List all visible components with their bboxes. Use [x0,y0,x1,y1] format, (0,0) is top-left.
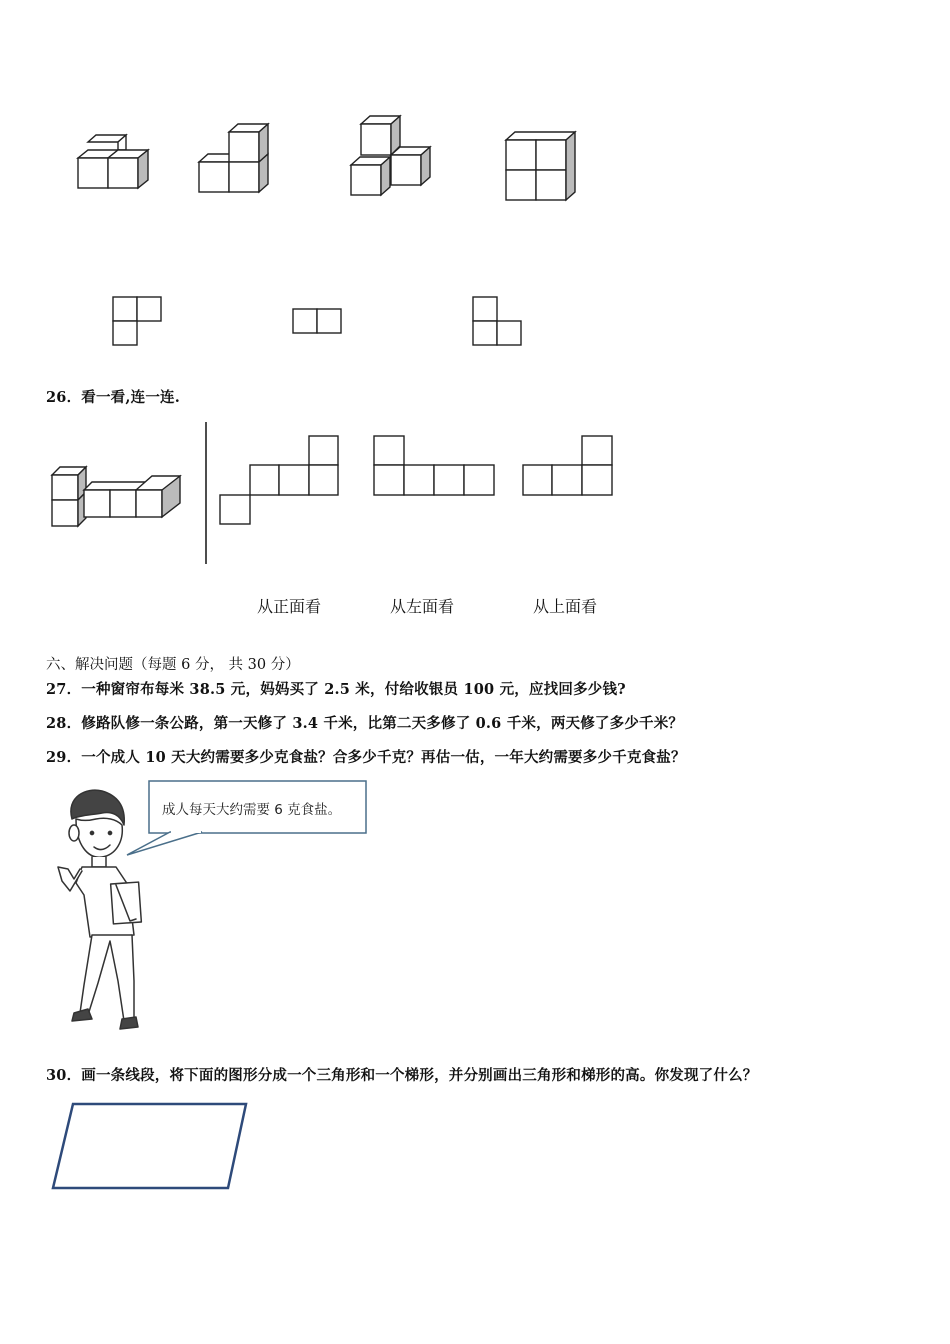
parallelogram [0,1090,950,1210]
cube-solid-b [199,124,268,192]
q28-text: 28．修路队修一条公路，第一天修了 3.4 千米，比第二天多修了 0.6 千米，两天修了多少千米？ [46,715,684,732]
q26-view-3 [523,436,612,495]
q26-figures [0,420,950,620]
cube-solid-d [506,132,575,200]
caption-front: 从正面看 [257,597,322,616]
view-c [473,297,521,345]
speech-text: 成人每天大约需要 6 克食盐。 [162,802,342,818]
caption-left: 从左面看 [390,597,455,616]
q26-title: 26．看一看,连一连. [46,389,180,406]
cube-solid-a [78,135,148,188]
q27-text: 27．一种窗帘布每米 38.5 元，妈妈买了 2.5 米，付给收银员 100 元，应找回多少钱? [46,681,626,698]
q30-text: 30．画一条线段，将下面的图形分成一个三角形和一个梯形，并分别画出三角形和梯形的高。你发现了什么？ [46,1067,758,1084]
view-a [113,297,161,345]
caption-top: 从上面看 [533,597,598,616]
q26-solid [52,467,180,526]
q25-cube-figures [0,0,950,360]
person-figure [58,790,141,1029]
cube-solid-c [351,116,430,195]
speech-bubble [127,781,366,855]
view-b [293,309,341,333]
q26-view-2 [374,436,494,495]
q26-view-1 [220,436,338,524]
q29-text: 29．一个成人 10 天大约需要多少克食盐？合多少千克？再估一估，一年大约需要多少千克食盐？ [46,749,686,766]
section-title: 六、解决问题（每题 6 分， 共 30 分） [46,657,300,673]
